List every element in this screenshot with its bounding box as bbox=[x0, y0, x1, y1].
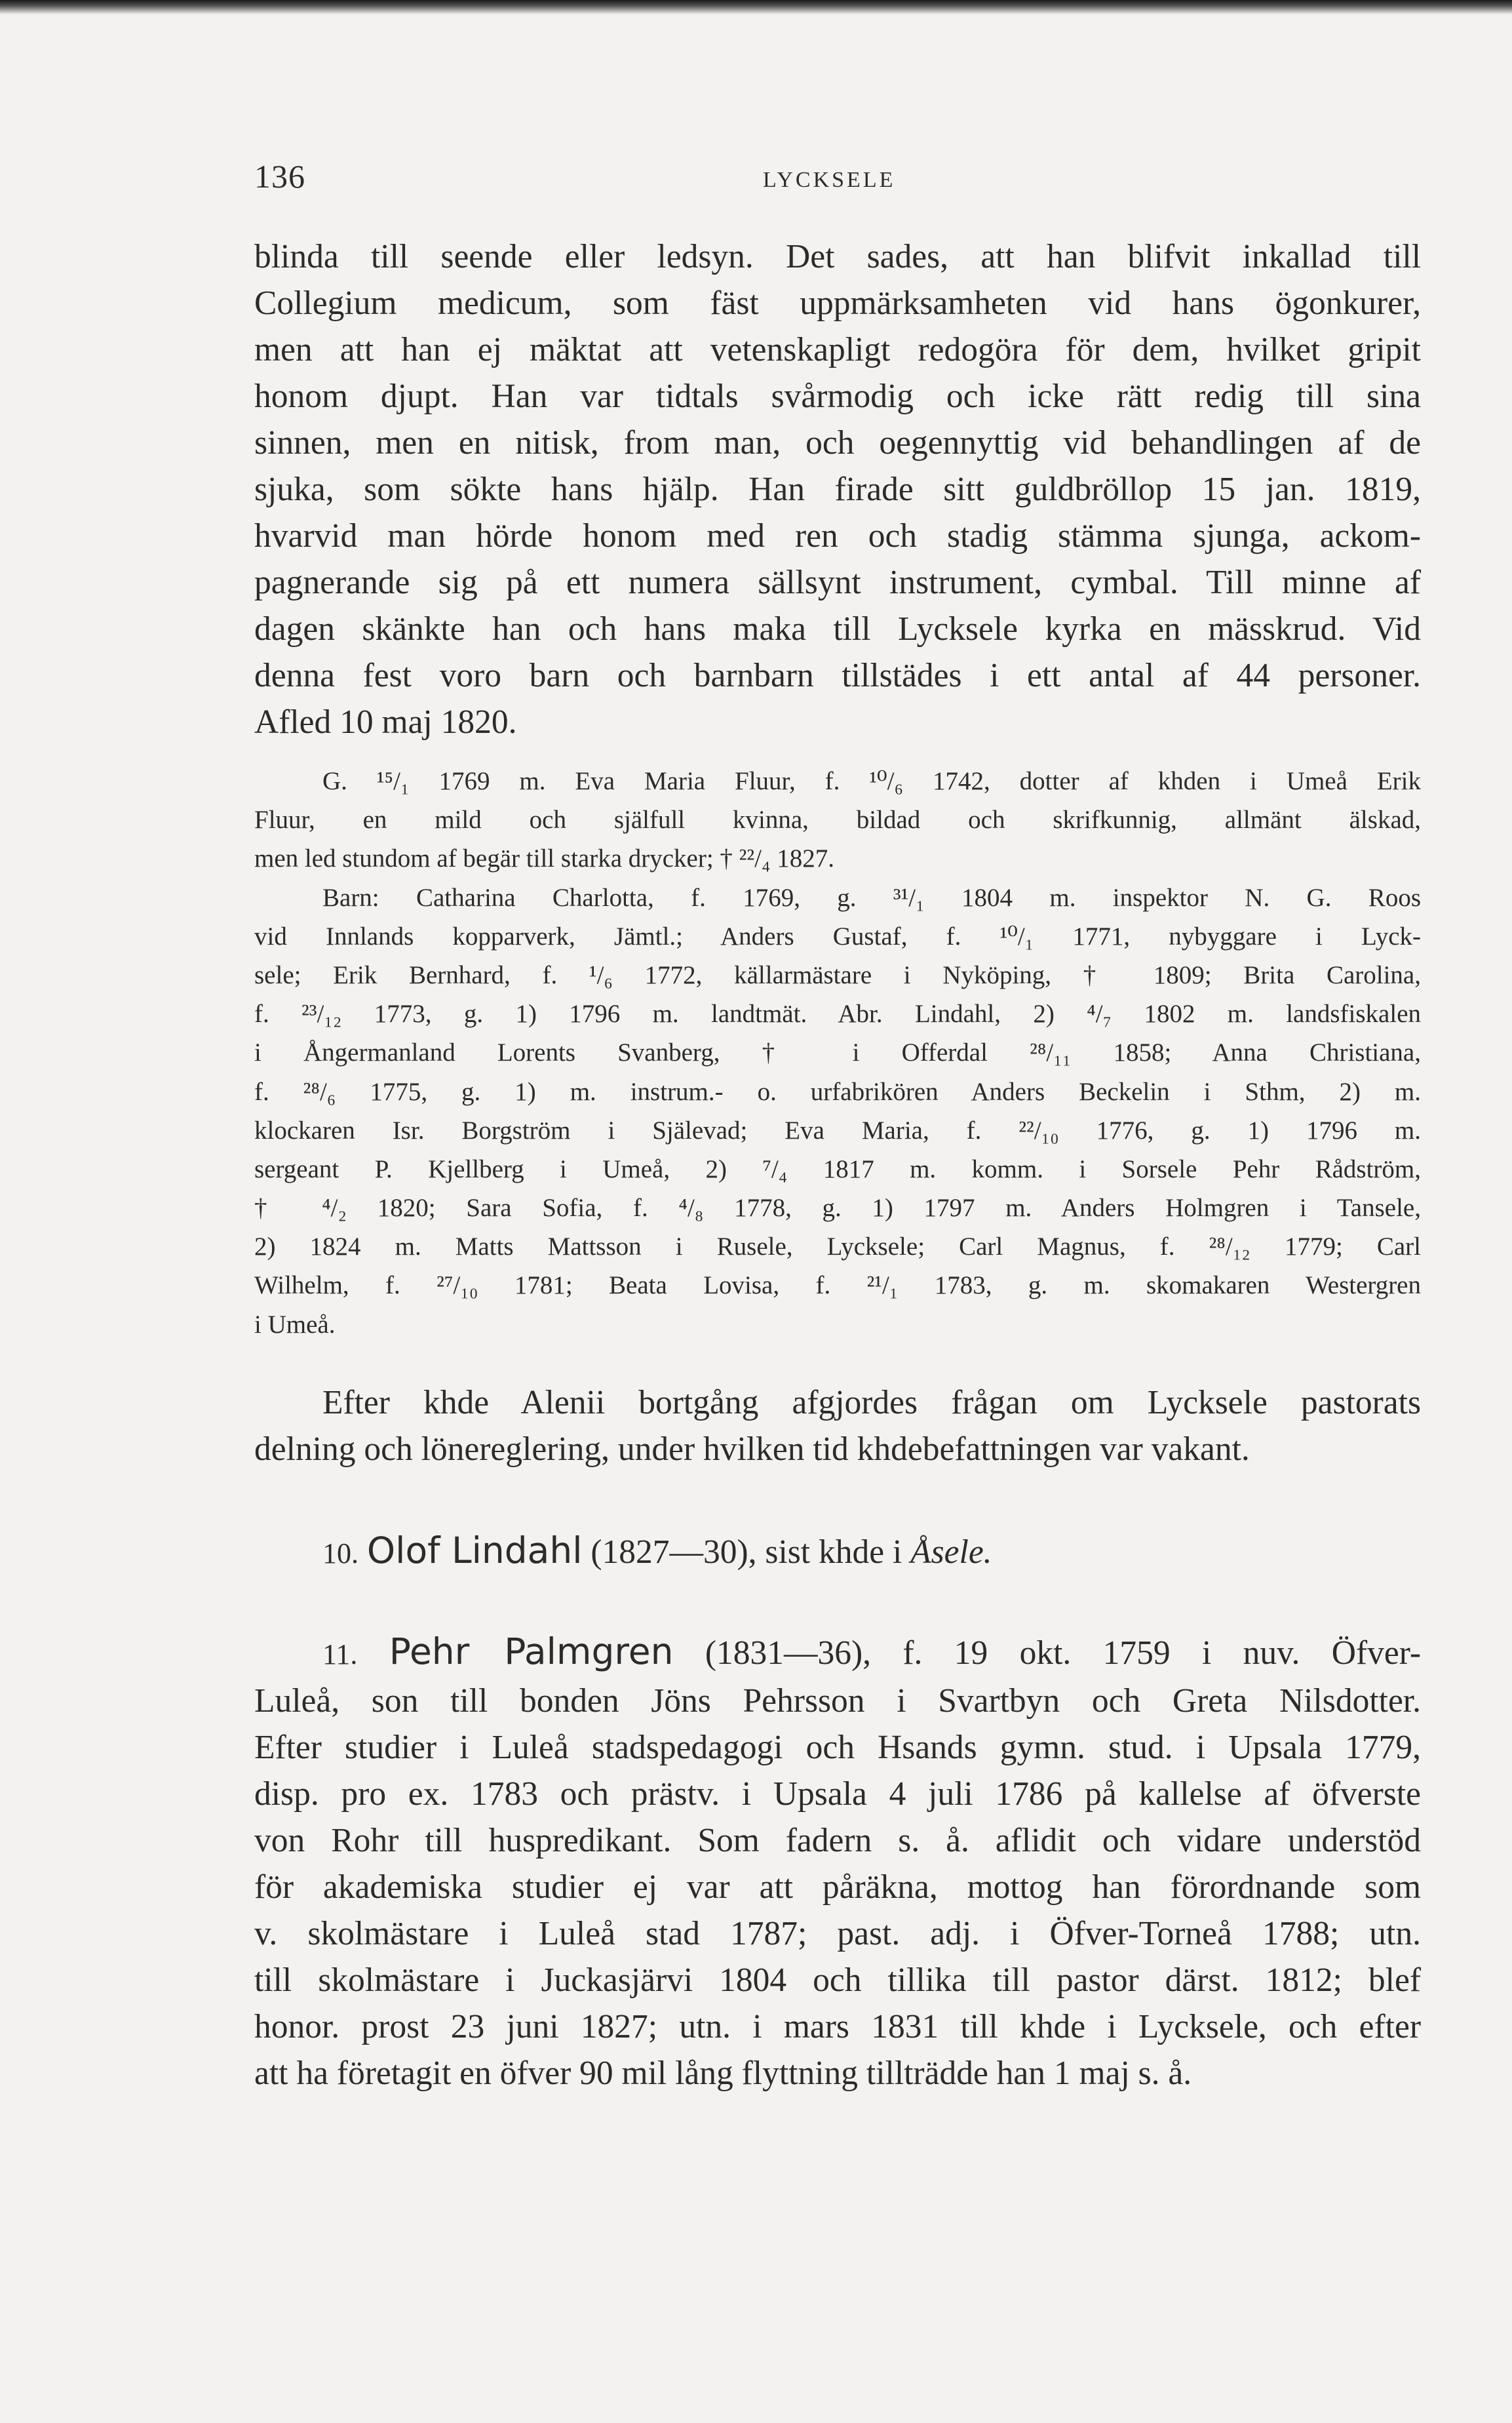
entry-name: Olof Lindahl bbox=[366, 1529, 583, 1571]
entry-11 bbox=[254, 1628, 1421, 2097]
note-line: sergeant P. Kjellberg i Umeå, 2) ⁷/₄ 1817 m. komm. i Sorsele Pehr Rådström, bbox=[254, 1154, 1421, 1183]
entry-number: 10. bbox=[322, 1537, 359, 1569]
family-note bbox=[254, 762, 1421, 1344]
entry-line bbox=[322, 1628, 1421, 1678]
note-line: sele; Erik Bernhard, f. ¹/₆ 1772, källarmästare i Nyköping, † 1809; Brita Carolina, bbox=[254, 960, 1421, 989]
note-line: f. ²³/₁₂ 1773, g. 1) 1796 m. landtmät. Abr. Lindahl, 2) ⁴/₇ 1802 m. landsfiskalen bbox=[254, 1000, 1421, 1029]
text-line: Collegium medicum, som fäst uppmärksamheten vid hans ögonkurer, bbox=[254, 285, 1421, 322]
paragraph-2 bbox=[254, 1379, 1421, 1472]
text-line: för akademiska studier ej var att påräkna, mottog han förordnande som bbox=[254, 1868, 1421, 1906]
scan-top-edge bbox=[0, 0, 1512, 14]
text-line: honom djupt. Han var tidtals svårmodig och icke rätt redig till sina bbox=[254, 378, 1421, 415]
entry-10 bbox=[322, 1527, 1421, 1577]
entry-place: Åsele. bbox=[910, 1533, 992, 1571]
note-line: G. ¹⁵/₁ 1769 m. Eva Maria Fluur, f. ¹⁰/₆ 1742, dotter af khden i Umeå Erik bbox=[322, 767, 1421, 795]
text-line: men att han ej mäktat att vetenskapligt redogöra för dem, hvilket gripit bbox=[254, 331, 1421, 368]
text-line: blinda till seende eller ledsyn. Det sades, att han blifvit inkallad till bbox=[254, 238, 1421, 275]
text-line: pagnerande sig på ett numera sällsynt instrument, cymbal. Till minne af bbox=[254, 564, 1421, 601]
text-line: Efter khde Alenii bortgång afgjordes frågan om Lycksele pastorats bbox=[322, 1384, 1421, 1421]
note-line: men led stundom af begär till starka drycker; † ²²/₄ 1827. bbox=[254, 844, 835, 873]
note-line: i Umeå. bbox=[254, 1310, 336, 1339]
entry-details: (1827—30), sist khde i bbox=[591, 1533, 911, 1571]
note-line: f. ²⁸/₆ 1775, g. 1) m. instrum.- o. urfabrikören Anders Beckelin i Sthm, 2) m. bbox=[254, 1077, 1421, 1106]
page-header bbox=[254, 157, 1381, 203]
text-line: dagen skänkte han och hans maka till Lycksele kyrka en mässkrud. Vid bbox=[254, 610, 1421, 648]
note-line: Wilhelm, f. ²⁷/₁₀ 1781; Beata Lovisa, f. ²¹/₁ 1783, g. m. skomakaren Westergren bbox=[254, 1271, 1421, 1300]
page-number: 136 bbox=[254, 158, 305, 195]
note-line: 2) 1824 m. Matts Mattsson i Rusele, Lycksele; Carl Magnus, f. ²⁸/₁₂ 1779; Carl bbox=[254, 1232, 1421, 1261]
text-line: sjuka, som sökte hans hjälp. Han firade sitt guldbröllop 15 jan. 1819, bbox=[254, 471, 1421, 508]
text-line: v. skolmästare i Luleå stad 1787; past. adj. i Öfver-Torneå 1788; utn. bbox=[254, 1915, 1421, 1952]
entry-line bbox=[322, 1527, 1421, 1577]
text-line: sinnen, men en nitisk, from man, och oegennyttig vid behandlingen af de bbox=[254, 424, 1421, 462]
entry-details: (1831—36), f. 19 okt. 1759 i nuv. Öfver- bbox=[705, 1634, 1421, 1672]
text-line: Luleå, son till bonden Jöns Pehrsson i Svartbyn och Greta Nilsdotter. bbox=[254, 1682, 1421, 1720]
note-line: vid Innlands kopparverk, Jämtl.; Anders Gustaf, f. ¹⁰/₁ 1771, nybyggare i Lyck- bbox=[254, 922, 1421, 951]
text-line: denna fest voro barn och barnbarn tillstädes i ett antal af 44 personer. bbox=[254, 657, 1421, 694]
note-line: Fluur, en mild och själfull kvinna, bildad och skrifkunnig, allmänt älskad, bbox=[254, 806, 1421, 835]
text-line: disp. pro ex. 1783 och prästv. i Upsala 4 juli 1786 på kallelse af öfverste bbox=[254, 1775, 1421, 1813]
text-line: Afled 10 maj 1820. bbox=[254, 703, 517, 741]
note-line: † ⁴/₂ 1820; Sara Sofia, f. ⁴/₈ 1778, g. 1) 1797 m. Anders Holmgren i Tansele, bbox=[254, 1194, 1421, 1223]
text-line: till skolmästare i Juckasjärvi 1804 och tillika till pastor därst. 1812; blef bbox=[254, 1961, 1421, 1999]
note-line: klockaren Isr. Borgström i Själevad; Eva Maria, f. ²²/₁₀ 1776, g. 1) 1796 m. bbox=[254, 1116, 1421, 1145]
text-line: honor. prost 23 juni 1827; utn. i mars 1831 till khde i Lycksele, och efter bbox=[254, 2008, 1421, 2045]
text-line: att ha företagit en öfver 90 mil lång flyttning tillträdde han 1 maj s. å. bbox=[254, 2055, 1192, 2092]
text-line: hvarvid man hörde honom med ren och stadig stämma sjunga, ackom- bbox=[254, 517, 1421, 555]
text-line: Efter studier i Luleå stadspedagogi och Hsands gymn. stud. i Upsala 1779, bbox=[254, 1729, 1421, 1766]
note-line: Barn: Catharina Charlotta, f. 1769, g. ³¹/₁ 1804 m. inspektor N. G. Roos bbox=[322, 883, 1421, 912]
running-title: LYCKSELE bbox=[763, 168, 896, 192]
entry-name: Pehr Palmgren bbox=[389, 1630, 674, 1672]
paragraph-1 bbox=[254, 233, 1421, 745]
note-line: i Ångermanland Lorents Svanberg, † i Offerdal ²⁸/₁₁ 1858; Anna Christiana, bbox=[254, 1038, 1421, 1067]
text-line: von Rohr till huspredikant. Som fadern s. å. aflidit och vidare understöd bbox=[254, 1822, 1421, 1859]
text-line: delning och lönereglering, under hvilken tid khdebefattningen var vakant. bbox=[254, 1430, 1250, 1468]
entry-number: 11. bbox=[322, 1638, 358, 1670]
